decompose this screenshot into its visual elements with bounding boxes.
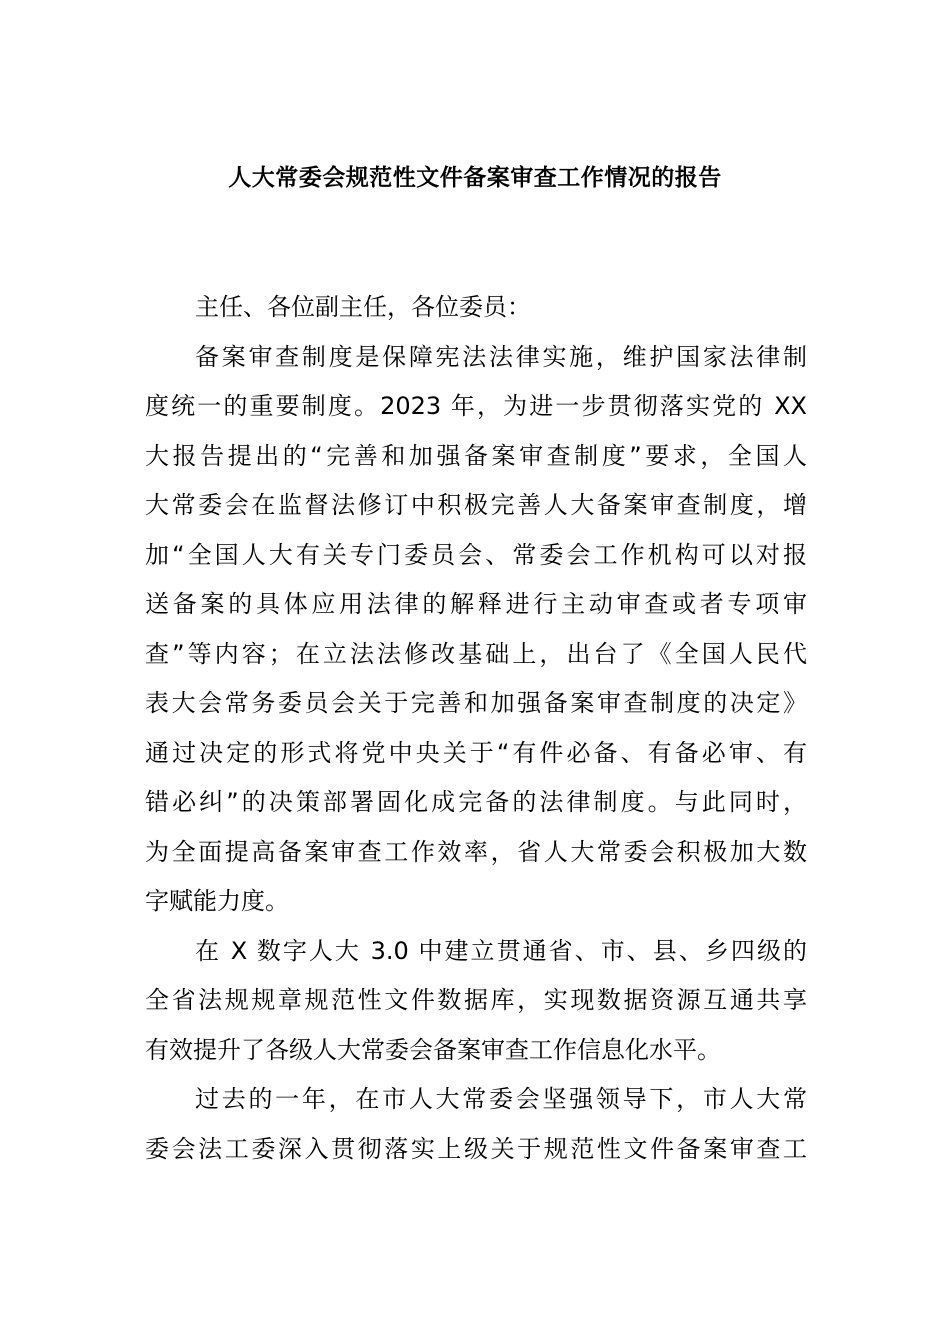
text-line: 加“全国人大有关专门委员会、常委会工作机构可以对报	[145, 540, 807, 569]
text-line: 在 X 数字人大 3.0 中建立贯通省、市、县、乡四级的	[195, 936, 807, 965]
text-line: 送备案的具体应用法律的解释进行主动审查或者专项审	[145, 590, 807, 618]
text-line: 有效提升了各级人大常委会备案审查工作信息化水平。	[145, 1035, 721, 1064]
text-line: 表大会常务委员会关于完善和加强备案审查制度的决定》	[145, 689, 807, 717]
text-line: 字赋能力度。	[145, 887, 289, 915]
text-line: 大报告提出的“完善和加强备案审查制度”要求，全国人	[145, 441, 807, 470]
text-line: 委会法工委深入贯彻落实上级关于规范性文件备案审查工	[145, 1134, 807, 1163]
text-line: 备案审查制度是保障宪法法律实施，维护国家法律制	[195, 342, 807, 371]
document-title: 人大常委会规范性文件备案审查工作情况的报告	[228, 165, 722, 191]
text-line: 查”等内容；在立法法修改基础上，出台了《全国人民代	[145, 639, 807, 668]
text-line: 为全面提高备案审查工作效率，省人大常委会积极加大数	[145, 837, 807, 866]
document-body	[145, 283, 807, 1174]
text-line: 主任、各位副主任，各位委员：	[195, 293, 531, 321]
text-line: 错必纠”的决策部署固化成完备的法律制度。与此同时，	[145, 788, 807, 816]
text-line: 度统一的重要制度。2023 年，为进一步贯彻落实党的 XX	[145, 392, 807, 420]
text-line: 大常委会在监督法修订中积极完善人大备案审查制度，增	[145, 491, 807, 519]
text-line: 全省法规规章规范性文件数据库，实现数据资源互通共享	[145, 986, 807, 1014]
text-line: 过去的一年，在市人大常委会坚强领导下，市人大常	[195, 1085, 807, 1113]
text-line: 通过决定的形式将党中央关于“有件必备、有备必审、有	[145, 738, 807, 767]
